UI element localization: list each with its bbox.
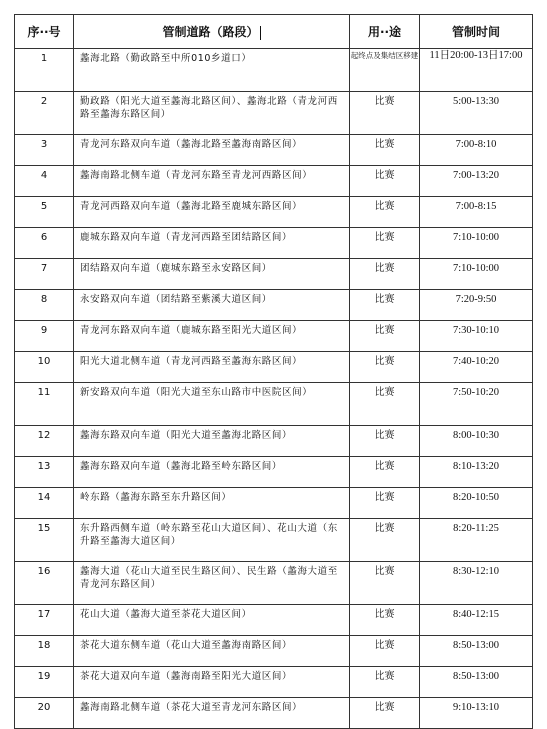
row-time: 5:00-13:30 xyxy=(420,92,533,135)
row-time: 8:50-13:00 xyxy=(420,667,533,698)
row-seq: 11 xyxy=(15,383,74,426)
table-row xyxy=(15,228,533,259)
row-time: 7:40-10:20 xyxy=(420,352,533,383)
row-time: 7:10-10:00 xyxy=(420,259,533,290)
row-seq: 20 xyxy=(15,698,74,729)
row-road: 东升路西侧车道（岭东路至花山大道区间）、花山大道（东升路至蠡海大道区间） xyxy=(74,519,350,562)
row-use: 比赛 xyxy=(350,321,420,352)
row-road: 蠡海南路北侧车道（青龙河东路至青龙河西路区间） xyxy=(74,166,350,197)
row-road: 花山大道（蠡海大道至茶花大道区间） xyxy=(74,605,350,636)
row-road: 新安路双向车道（阳光大道至东山路市中医院区间） xyxy=(74,383,350,426)
row-use: 比赛 xyxy=(350,426,420,457)
row-road: 茶花大道东侧车道（花山大道至蠡海南路区间） xyxy=(74,636,350,667)
row-road: 勤政路（阳光大道至蠡海北路区间）、蠡海北路（青龙河西路至蠡海东路区间） xyxy=(74,92,350,135)
row-time: 8:20-11:25 xyxy=(420,519,533,562)
row-seq: 15 xyxy=(15,519,74,562)
row-time: 7:30-10:10 xyxy=(420,321,533,352)
row-road: 永安路双向车道（团结路至紫溪大道区间） xyxy=(74,290,350,321)
row-road: 鹿城东路双向车道（青龙河西路至团结路区间） xyxy=(74,228,350,259)
row-seq: 10 xyxy=(15,352,74,383)
row-use: 比赛 xyxy=(350,457,420,488)
text-cursor xyxy=(260,26,261,40)
table-row xyxy=(15,49,533,92)
table-row xyxy=(15,426,533,457)
header-row xyxy=(15,15,533,49)
row-time: 11日20:00-13日17:00 xyxy=(420,49,533,92)
row-seq: 3 xyxy=(15,135,74,166)
header-seq: 序··号 xyxy=(15,15,74,49)
row-time: 8:10-13:20 xyxy=(420,457,533,488)
row-seq: 18 xyxy=(15,636,74,667)
row-road: 茶花大道双向车道（蠡海南路至阳光大道区间） xyxy=(74,667,350,698)
row-use: 比赛 xyxy=(350,383,420,426)
row-time: 7:00-13:20 xyxy=(420,166,533,197)
row-time: 8:00-10:30 xyxy=(420,426,533,457)
row-seq: 6 xyxy=(15,228,74,259)
row-seq: 8 xyxy=(15,290,74,321)
row-road: 团结路双向车道（鹿城东路至永安路区间） xyxy=(74,259,350,290)
row-time: 8:40-12:15 xyxy=(420,605,533,636)
table-row xyxy=(15,519,533,562)
row-seq: 4 xyxy=(15,166,74,197)
row-use: 比赛 xyxy=(350,562,420,605)
table-row xyxy=(15,259,533,290)
row-road: 蠡海南路北侧车道（茶花大道至青龙河东路区间） xyxy=(74,698,350,729)
row-road: 青龙河东路双向车道（鹿城东路至阳光大道区间） xyxy=(74,321,350,352)
header-use: 用··途 xyxy=(350,15,420,49)
row-seq: 12 xyxy=(15,426,74,457)
row-road: 青龙河西路双向车道（蠡海北路至鹿城东路区间） xyxy=(74,197,350,228)
row-time: 7:00-8:10 xyxy=(420,135,533,166)
row-seq: 13 xyxy=(15,457,74,488)
traffic-control-table xyxy=(14,14,533,729)
table-row xyxy=(15,383,533,426)
row-road: 蠡海大道（花山大道至民生路区间）、民生路（蠡海大道至青龙河东路区间） xyxy=(74,562,350,605)
row-use: 比赛 xyxy=(350,290,420,321)
table-row xyxy=(15,352,533,383)
header-time: 管制时间 xyxy=(420,15,533,49)
regulation-table-sheet xyxy=(14,14,532,729)
row-use: 起终点及集结区移建 xyxy=(350,49,420,92)
row-use: 比赛 xyxy=(350,135,420,166)
row-use: 比赛 xyxy=(350,488,420,519)
row-time: 7:10-10:00 xyxy=(420,228,533,259)
row-road: 蠡海东路双向车道（蠡海北路至岭东路区间） xyxy=(74,457,350,488)
header-road-label: 管制道路（路段） xyxy=(162,25,259,39)
table-row xyxy=(15,166,533,197)
row-road: 岭东路（蠡海东路至东升路区间） xyxy=(74,488,350,519)
row-seq: 7 xyxy=(15,259,74,290)
row-use: 比赛 xyxy=(350,228,420,259)
row-time: 7:20-9:50 xyxy=(420,290,533,321)
row-use: 比赛 xyxy=(350,605,420,636)
header-road xyxy=(74,15,350,49)
row-use: 比赛 xyxy=(350,698,420,729)
table-row xyxy=(15,92,533,135)
row-road: 蠡海东路双向车道（阳光大道至蠡海北路区间） xyxy=(74,426,350,457)
table-row xyxy=(15,321,533,352)
table-row xyxy=(15,135,533,166)
row-seq: 16 xyxy=(15,562,74,605)
row-time: 8:50-13:00 xyxy=(420,636,533,667)
row-seq: 2 xyxy=(15,92,74,135)
row-seq: 17 xyxy=(15,605,74,636)
row-time: 8:30-12:10 xyxy=(420,562,533,605)
table-row xyxy=(15,605,533,636)
row-seq: 1 xyxy=(15,49,74,92)
table-row xyxy=(15,457,533,488)
row-use: 比赛 xyxy=(350,166,420,197)
row-seq: 19 xyxy=(15,667,74,698)
row-use: 比赛 xyxy=(350,259,420,290)
table-row xyxy=(15,488,533,519)
row-use: 比赛 xyxy=(350,636,420,667)
row-road: 阳光大道北侧车道（青龙河西路至蠡海东路区间） xyxy=(74,352,350,383)
table-row xyxy=(15,562,533,605)
row-use: 比赛 xyxy=(350,92,420,135)
row-time: 8:20-10:50 xyxy=(420,488,533,519)
row-use: 比赛 xyxy=(350,519,420,562)
row-time: 9:10-13:10 xyxy=(420,698,533,729)
row-seq: 5 xyxy=(15,197,74,228)
table-row xyxy=(15,636,533,667)
table-row xyxy=(15,667,533,698)
table-row xyxy=(15,197,533,228)
row-use: 比赛 xyxy=(350,667,420,698)
row-road: 蠡海北路（勤政路至中所010乡道口） xyxy=(74,49,350,92)
row-seq: 14 xyxy=(15,488,74,519)
row-time: 7:50-10:20 xyxy=(420,383,533,426)
table-row xyxy=(15,290,533,321)
row-seq: 9 xyxy=(15,321,74,352)
table-row xyxy=(15,698,533,729)
row-use: 比赛 xyxy=(350,352,420,383)
row-time: 7:00-8:15 xyxy=(420,197,533,228)
row-use: 比赛 xyxy=(350,197,420,228)
row-road: 青龙河东路双向车道（蠡海北路至蠡海南路区间） xyxy=(74,135,350,166)
